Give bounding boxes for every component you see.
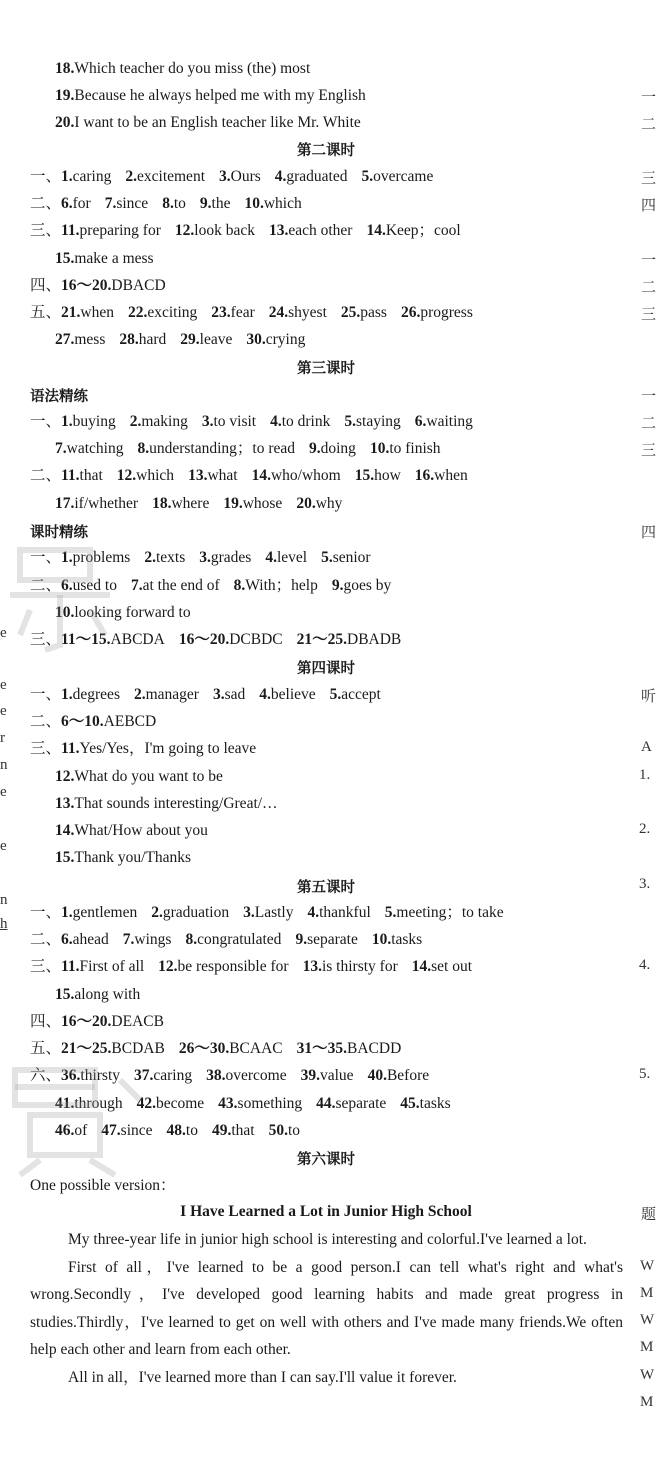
answer-line: 46.of 47.since 48.to 49.that 50.to — [55, 1122, 301, 1139]
answer-line: 18.Which teacher do you miss (the) most — [55, 60, 311, 77]
edge-fragment: 一 — [641, 389, 656, 405]
section-title: 第四课时 — [297, 661, 355, 677]
answer-line: 10.looking forward to — [55, 604, 191, 621]
answer-line: 7.watching 8.understanding；to read 9.doing 10.to finish — [55, 440, 441, 457]
edge-fragment: r — [0, 730, 5, 746]
edge-fragment: 一 — [641, 90, 656, 106]
edge-fragment: e — [0, 784, 7, 800]
edge-fragment: e — [0, 838, 7, 854]
edge-fragment: 听 — [641, 689, 656, 705]
answer-line: 二、6.ahead 7.wings 8.congratulated 9.separate 10.tasks — [30, 931, 423, 948]
edge-fragment: W — [640, 1312, 655, 1328]
edge-fragment: e — [0, 677, 7, 693]
edge-fragment: e — [0, 625, 7, 641]
essay-title: I Have Learned a Lot in Junior High School — [180, 1203, 472, 1220]
answer-line: 四、16～20.DBACD — [30, 277, 166, 294]
edge-fragment: 二 — [641, 280, 656, 296]
edge-fragment: 1. — [639, 767, 651, 783]
edge-fragment: A — [641, 739, 652, 755]
answer-line: 四、16～20.DEACB — [30, 1013, 164, 1030]
edge-fragment: 2. — [639, 821, 651, 837]
answer-line: 15.make a mess — [55, 250, 154, 267]
section-title: 第五课时 — [297, 880, 355, 896]
essay-paragraph: My three-year life in junior high school is interesting and colorful.I've learned a lot. — [68, 1231, 587, 1248]
edge-fragment: W — [640, 1367, 655, 1383]
subsection-title: 语法精练 — [30, 389, 88, 405]
edge-fragment: 5. — [639, 1066, 651, 1082]
edge-fragment: e — [0, 703, 7, 719]
answer-line: 三、11.First of all 12.be responsible for 13.is thirsty for 14.set out — [30, 958, 473, 975]
edge-fragment: 三 — [641, 171, 656, 187]
edge-fragment: M — [640, 1285, 654, 1301]
answer-line: 20.I want to be an English teacher like Mr. White — [55, 114, 361, 131]
section-title: 第三课时 — [297, 361, 355, 377]
watermark-mark — [0, 1060, 160, 1180]
edge-fragment: M — [640, 1394, 654, 1410]
section-title: 第二课时 — [297, 143, 355, 159]
answer-line: 19.Because he always helped me with my English — [55, 87, 366, 104]
answer-line: 17.if/whether 18.where 19.whose 20.why — [55, 495, 343, 512]
edge-fragment: n — [0, 757, 8, 773]
answer-line: 13.That sounds interesting/Great/… — [55, 795, 278, 812]
section-title: 第六课时 — [297, 1152, 355, 1168]
answer-line: 二、6.used to 7.at the end of 8.With；help 9.goes by — [30, 577, 392, 594]
answer-line: 一、1.degrees 2.manager 3.sad 4.believe 5.accept — [30, 686, 381, 703]
answer-line: 15.along with — [55, 986, 141, 1003]
answer-line: 14.What/How about you — [55, 822, 208, 839]
essay-intro: One possible version： — [30, 1177, 176, 1194]
answer-line: 二、6～10.AEBCD — [30, 713, 157, 730]
edge-fragment: h — [0, 916, 8, 932]
edge-fragment: 二 — [641, 416, 656, 432]
edge-fragment: 二 — [641, 117, 656, 133]
watermark-mark — [0, 540, 150, 660]
answer-line: 二、6.for 7.since 8.to 9.the 10.which — [30, 195, 302, 212]
answer-line: 41.through 42.become 43.something 44.separate 45.tasks — [55, 1095, 451, 1112]
answer-line: 一、1.gentlemen 2.graduation 3.Lastly 4.thankful 5.meeting；to take — [30, 904, 504, 921]
answer-line: 五、21.when 22.exciting 23.fear 24.shyest 25.pass 26.progress — [30, 304, 473, 321]
edge-fragment: 四 — [641, 525, 656, 541]
edge-fragment: 3. — [639, 876, 651, 892]
answer-line: 15.Thank you/Thanks — [55, 849, 192, 866]
edge-fragment: W — [640, 1258, 655, 1274]
essay-paragraph: All in all，I've learned more than I can say.I'll value it forever. — [68, 1368, 457, 1386]
answer-line: 27.mess 28.hard 29.leave 30.crying — [55, 331, 306, 348]
answer-line: 五、21～25.BCDAB 26～30.BCAAC 31～35.BACDD — [30, 1040, 402, 1057]
answer-line: 一、1.buying 2.making 3.to visit 4.to drink 5.staying 6.waiting — [30, 413, 473, 430]
edge-fragment: 题 — [641, 1207, 656, 1223]
subsection-title: 课时精练 — [30, 525, 88, 541]
edge-fragment: 三 — [641, 443, 656, 459]
essay-body — [30, 1226, 623, 1391]
answer-line: 二、11.that 12.which 13.what 14.who/whom 15.how 16.when — [30, 467, 468, 484]
answer-line: 12.What do you want to be — [55, 768, 223, 785]
edge-fragment: 一 — [641, 253, 656, 269]
answer-line: 三、11～15.ABCDA 16～20.DCBDC 21～25.DBADB — [30, 631, 402, 648]
answer-line: 一、1.caring 2.excitement 3.Ours 4.graduated 5.overcame — [30, 168, 434, 185]
edge-fragment: M — [640, 1339, 654, 1355]
edge-fragment: n — [0, 892, 8, 908]
edge-fragment: 四 — [641, 198, 656, 214]
essay-paragraph: First of all，I've learned to be a good person.I can tell what's right and what's wrong.Secondly，I've developed good learning habits and made great progress in studies.Thirdly，I've learned to get on well with others and I've made many friends.We often help each other and learn from each other. — [30, 1258, 623, 1358]
edge-fragment: 三 — [641, 307, 656, 323]
answer-line: 六、36.thirsty 37.caring 38.overcome 39.value 40.Before — [30, 1067, 430, 1084]
answer-line: 一、1.problems 2.texts 3.grades 4.level 5.senior — [30, 549, 371, 566]
answer-line: 三、11.Yes/Yes，I'm going to leave — [30, 740, 257, 757]
answer-line: 三、11.preparing for 12.look back 13.each other 14.Keep；cool — [30, 222, 461, 239]
edge-fragment: 4. — [639, 957, 651, 973]
